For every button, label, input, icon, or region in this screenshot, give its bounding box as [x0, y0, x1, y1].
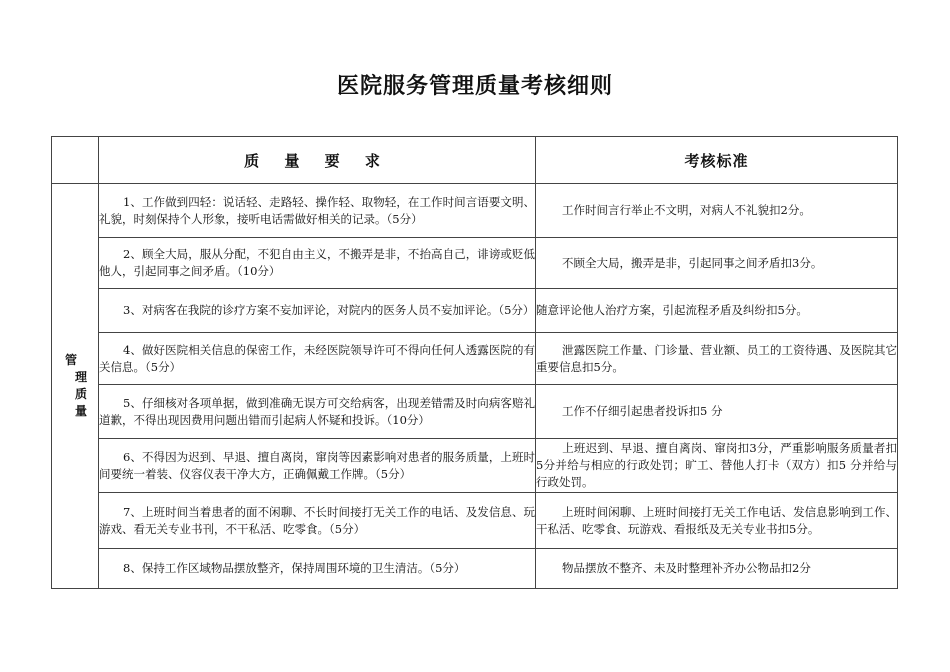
category-char: 管	[64, 353, 77, 367]
table-row	[52, 385, 898, 439]
standard-cell	[536, 549, 898, 589]
table-row	[52, 238, 898, 289]
header-blank-cell	[52, 137, 99, 184]
standard-cell	[536, 184, 898, 238]
table-row	[52, 184, 898, 238]
category-cell	[52, 184, 99, 589]
requirement-cell	[99, 238, 536, 289]
standard-text: 上班迟到、早退、擅自离岗、窜岗扣3分，严重影响服务质量者扣5分并给与相应的行政处罚；旷工、替他人打卡（双方）扣5 分并给与行政处罚。	[536, 441, 897, 489]
table-header-row	[52, 137, 898, 184]
category-char: 理	[74, 370, 87, 384]
requirement-text: 8、保持工作区域物品摆放整齐，保持周围环境的卫生清洁。（5分）	[123, 561, 466, 575]
standard-cell	[536, 289, 898, 333]
table-row	[52, 493, 898, 549]
table-row	[52, 333, 898, 385]
requirement-cell	[99, 333, 536, 385]
standard-cell	[536, 439, 898, 493]
requirement-cell	[99, 184, 536, 238]
requirement-text: 5、仔细核对各项单据，做到准确无误方可交给病客，出现差错需及时向病客赔礼道歉，不得出现因费用问题出错而引起病人怀疑和投诉。（10分）	[99, 395, 535, 427]
requirement-text: 4、做好医院相关信息的保密工作，未经医院领导许可不得向任何人透露医院的有关信息。（5分）	[99, 342, 535, 374]
standard-cell	[536, 493, 898, 549]
requirement-text: 1、工作做到四轻：说话轻、走路轻、操作轻、取物轻，在工作时间言语要文明、礼貌，时刻保持个人形象，接听电话需做好相关的记录。（5分）	[99, 194, 535, 226]
requirement-cell	[99, 493, 536, 549]
standard-text: 不顾全大局，搬弄是非，引起同事之间矛盾扣3分。	[562, 255, 823, 270]
requirement-cell	[99, 439, 536, 493]
header-requirement: 质 量 要 求	[99, 137, 536, 184]
standard-text: 上班时间闲聊、上班时间接打无关工作电话、发信息影响到工作、干私活、吃零食、玩游戏、看报纸及无关专业书扣5分。	[536, 504, 897, 536]
table-row	[52, 439, 898, 493]
requirement-text: 3、对病客在我院的诊疗方案不妄加评论，对院内的医务人员不妄加评论。（5分）	[123, 303, 535, 317]
table-row	[52, 289, 898, 333]
standard-cell	[536, 333, 898, 385]
category-char: 质	[74, 387, 87, 401]
standard-text: 工作时间言行举止不文明，对病人不礼貌扣2分。	[562, 203, 811, 217]
header-standard: 考核标准	[536, 137, 898, 184]
requirement-text: 2、顾全大局，服从分配，不犯自由主义，不搬弄是非，不抬高自己，诽谤或贬低他人，引起同事之间矛盾。（10分）	[99, 247, 535, 278]
assessment-table	[51, 136, 898, 589]
requirement-cell	[99, 549, 536, 589]
requirement-cell	[99, 385, 536, 439]
standard-text: 泄露医院工作量、门诊量、营业额、员工的工资待遇、及医院其它重要信息扣5分。	[536, 342, 897, 374]
standard-cell	[536, 238, 898, 289]
requirement-cell	[99, 289, 536, 333]
page-title: 医院服务管理质量考核细则	[336, 74, 613, 99]
requirement-text: 6、不得因为迟到、早退、擅自离岗，窜岗等因素影响对患者的服务质量，上班时间要统一着装、仪容仪表干净大方，正确佩戴工作牌。（5分）	[99, 449, 535, 481]
requirement-text: 7、上班时间当着患者的面不闲聊、不长时间接打无关工作的电话、及发信息、玩游戏、看无关专业书刊，不干私活、吃零食。（5分）	[99, 504, 535, 536]
standard-text: 随意评论他人治疗方案，引起流程矛盾及纠纷扣5分。	[536, 303, 808, 317]
table-row	[52, 549, 898, 589]
category-char: 量	[74, 404, 87, 418]
standard-text: 物品摆放不整齐、未及时整理补齐办公物品扣2分	[562, 561, 811, 575]
standard-cell	[536, 385, 898, 439]
standard-text: 工作不仔细引起患者投诉扣5 分	[562, 404, 723, 418]
